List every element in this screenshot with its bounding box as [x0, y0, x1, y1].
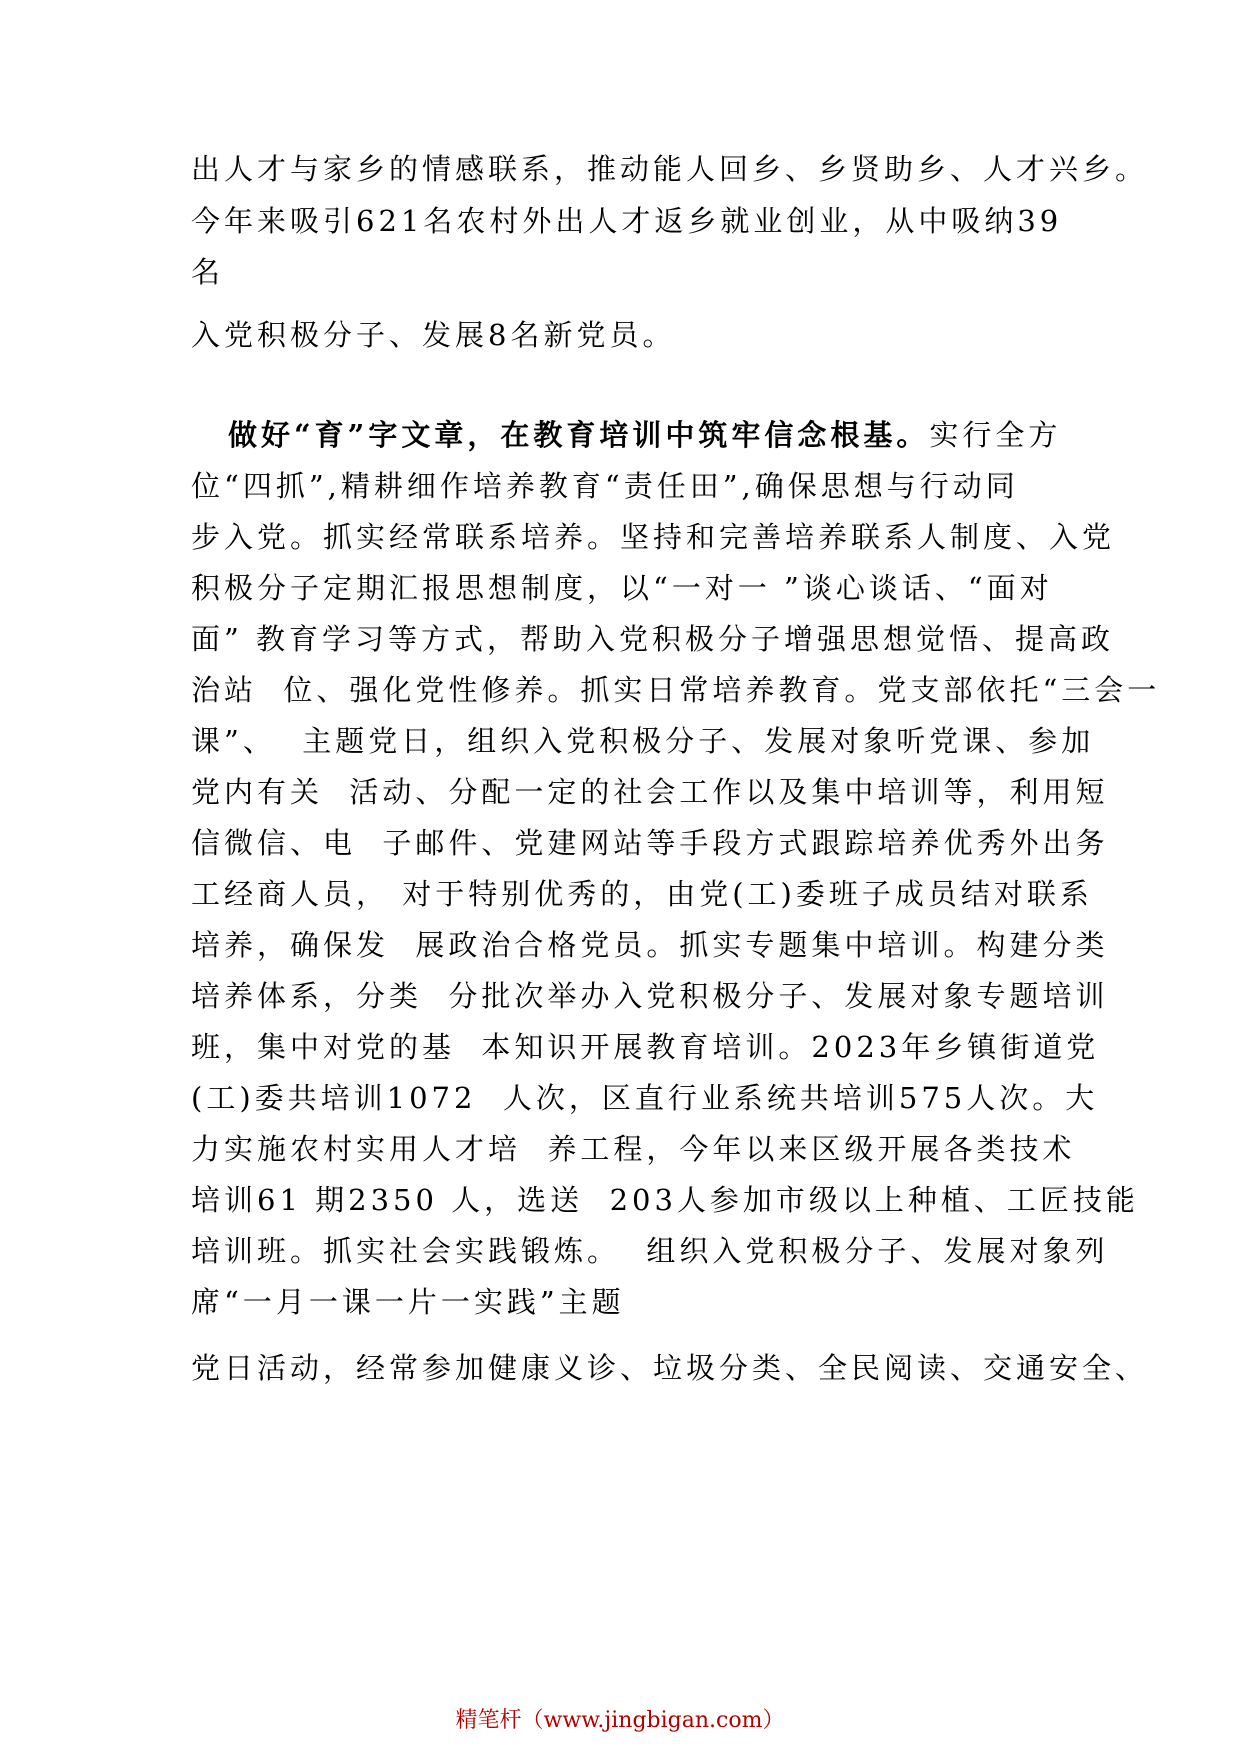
para4-line-1: 党日活动，经常参加健康义诊、垃圾分类、全民阅读、交通安全、 [191, 1351, 1149, 1385]
para3-line-14: (工)委共培训1072 人次，区直行业系统共培训575人次。大 [191, 1081, 1099, 1115]
para3-line-7: 课”、 主题党日，组织入党积极分子、发展对象听党课、参加 [191, 724, 1095, 758]
section-heading: 做好“育”字文章，在教育培训中筑牢信念根基。 [228, 418, 930, 452]
para3-line-3: 步入党。抓实经常联系培养。坚持和完善培养联系人制度、入党 [191, 520, 1116, 554]
para3-line-13: 班，集中对党的基 本知识开展教育培训。2023年乡镇街道党 [191, 1030, 1100, 1064]
para3-first-line-rest: 实行全方 [929, 418, 1062, 452]
para3-line-4: 积极分子定期汇报思想制度，以“一对一 ”谈心谈话、“面对 [191, 571, 1053, 605]
para3-line-8: 党内有关 活动、分配一定的社会工作以及集中培训等，利用短 [191, 775, 1109, 809]
para2-line-1: 入党积极分子、发展8名新党员。 [191, 318, 676, 352]
para3-line-6: 治站 位、强化党性修养。抓实日常培养教育。党支部依托“三会一 [191, 673, 1161, 707]
para3-line-first [228, 417, 1061, 453]
para3-line-17: 培训班。抓实社会实践锻炼。 组织入党积极分子、发展对象列 [191, 1234, 1109, 1268]
para3-line-2: 位“四抓”,精耕细作培养教育“责任田”,确保思想与行动同 [191, 469, 1019, 503]
para3-line-9: 信微信、电 子邮件、党建网站等手段方式跟踪培养优秀外出务 [191, 826, 1109, 860]
para3-line-10: 工经商人员， 对于特别优秀的，由党(工)委班子成员结对联系 [191, 877, 1093, 911]
para1-line-1: 出人才与家乡的情感联系，推动能人回乡、乡贤助乡、人才兴乡。 [191, 152, 1149, 186]
para3-line-15: 力实施农村实用人才培 养工程，今年以来区级开展各类技术 [191, 1132, 1076, 1166]
para3-line-12: 培养体系，分类 分批次举办入党积极分子、发展对象专题培训 [191, 979, 1109, 1013]
para1-line-2: 今年来吸引621名农村外出人才返乡就业创业，从中吸纳39 [191, 204, 1063, 238]
para3-line-11: 培养，确保发 展政治合格党员。抓实专题集中培训。构建分类 [191, 928, 1109, 962]
para3-line-16: 培训61 期2350 人，选送 203人参加市级以上种植、工匠技能 [191, 1183, 1139, 1217]
footer-site-link[interactable]: 精笔杆（www.jingbigan.com） [455, 1708, 785, 1733]
para1-line-3: 名 [191, 255, 225, 289]
para3-line-18: 席“一月一课一片一实践”主题 [191, 1285, 625, 1319]
para3-line-5: 面” 教育学习等方式，帮助入党积极分子增强思想觉悟、提高政 [191, 622, 1115, 656]
